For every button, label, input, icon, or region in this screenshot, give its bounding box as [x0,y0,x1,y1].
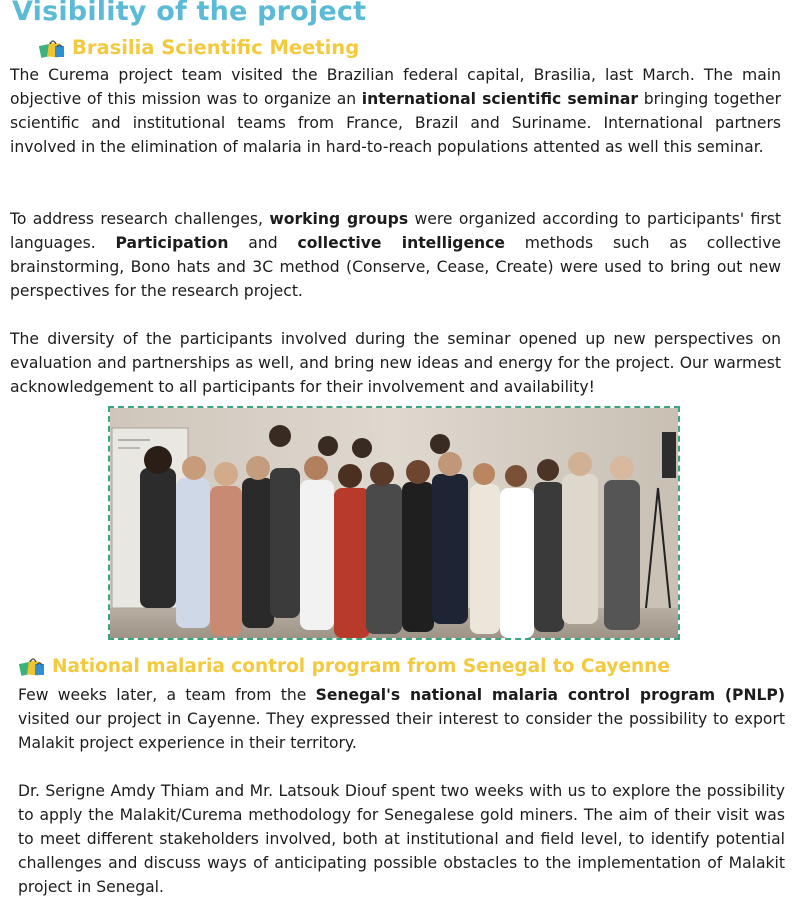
section-heading-label: National malaria control program from Senegal to Cayenne [52,655,670,677]
shopping-bags-icon [18,655,46,677]
text-run: and [228,234,298,252]
section-heading-label: Brasilia Scientific Meeting [72,36,360,59]
text-run: were organized according to participants' first languages. [10,210,781,252]
paragraph [10,327,781,399]
text-run: Few weeks later, a team from the [18,686,316,704]
bold-text: Participation [115,234,229,252]
paragraph [10,63,781,159]
paragraph [18,779,785,899]
text-run: visited our project in Cayenne. They expressed their interest to consider the possibility to export Malakit project experience in their territory. [18,710,785,752]
paragraph [18,683,785,755]
bold-text: Senegal's national malaria control program (PNLP) [315,686,785,704]
bold-text: collective intelligence [297,234,505,252]
text-run: Dr. Serigne Amdy Thiam and Mr. Latsouk Diouf spent two weeks with us to explore the possibility to apply the Malakit/Curema methodology for Senegalese gold miners. The aim of their visit was to meet different stakeholders involved, both at institutional and field level, to identify potential challenges and discuss ways of anticipating possible obstacles to the implementation of Malakit project in Senegal. [18,782,785,896]
text-run: The Curema project team visited the Brazilian federal capital, Brasilia, last March. The main objective of this mission was to organize an [10,66,781,108]
page-title: Visibility of the project [12,0,367,27]
text-run: methods such as collective brainstorming, Bono hats and 3C method (Conserve, Cease, Create) were used to bring out new perspectives for the research project. [10,234,782,300]
text-run: bringing together scientific and institutional teams from France, Brazil and Suriname. International partners involved in the elimination of malaria in hard-to-reach populations attented as well this seminar. [10,90,782,156]
text-run: To address research challenges, [10,210,270,228]
section-heading-brasilia [38,36,359,59]
group-photo-illustration [110,408,678,638]
group-photo [108,406,680,640]
bold-text: working groups [269,210,409,228]
text-run: The diversity of the participants involved during the seminar opened up new perspectives on evaluation and partnerships as well, and bring new ideas and energy for the project. Our warmest acknowledgement to all participants for their involvement and availability! [10,330,781,396]
bold-text: international scientific seminar [361,90,639,108]
section-heading-senegal [18,655,670,677]
paragraph [10,207,781,303]
shopping-bags-icon [38,37,66,59]
